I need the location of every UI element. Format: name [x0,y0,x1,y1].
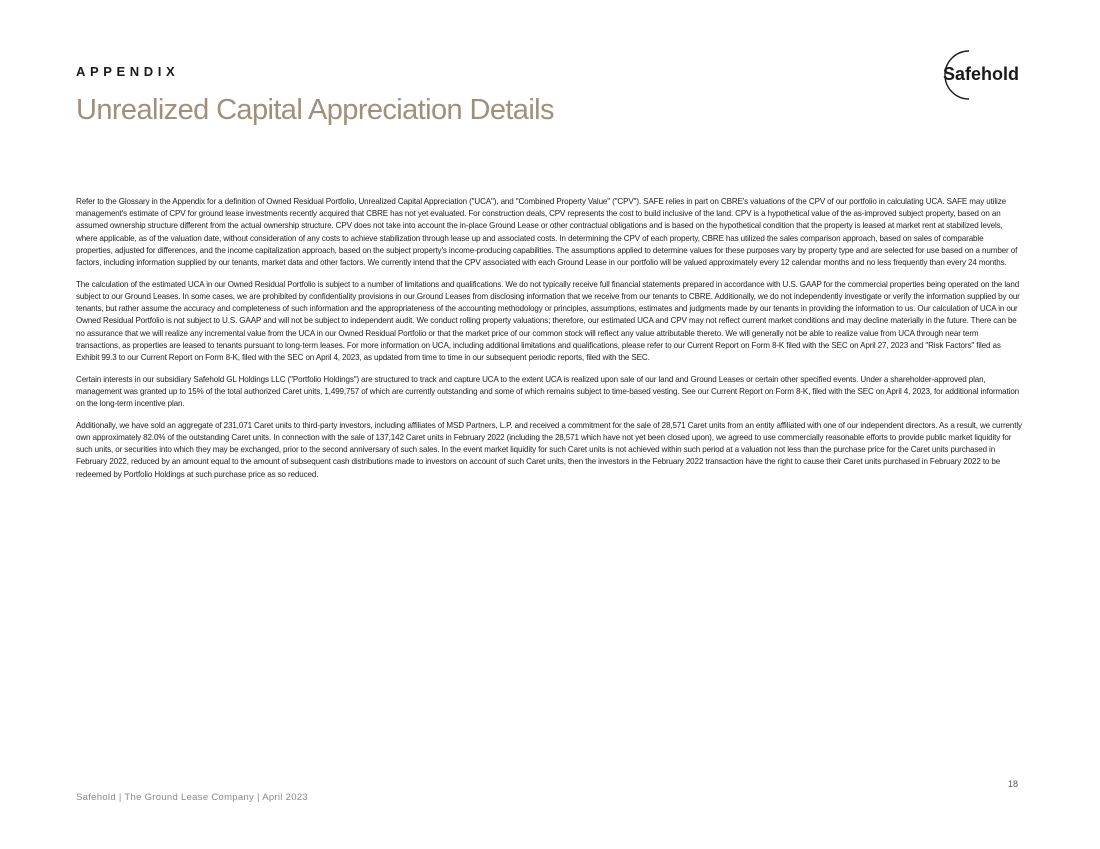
logo-wordmark: Safehold [943,64,1020,84]
disclosure-body [76,196,1022,490]
page-number: 18 [1008,779,1019,789]
footer-text: Safehold | The Ground Lease Company | April 2023 [76,792,308,803]
paragraph-uca-definition: Refer to the Glossary in the Appendix for a definition of Owned Residual Portfolio, Unrealized Capital Appreciation ("UCA"), and "Combined Property Value" ("CPV"). SAFE relies in part on CBRE's valuations of the CPV of our portfolio in calculating UCA. SAFE may utilize management's estimate of CPV for ground lease investments recently acquired that CBRE has not yet evaluated. For construction deals, CPV represents the cost to build inclusive of the land. CPV is a hypothetical value of the as-improved subject property, based on an assumed ownership structure different from the actual ownership structure. CPV does not take into account the in-place Ground Lease or other contractual obligations and is based on the hypothetical condition that the property is leased at market rent at stabilized levels, where applicable, as of the valuation date, without consideration of any costs to achieve stabilization through lease up and associated costs. In determining the CPV of each property, CBRE has utilized the sales comparison approach, based on sales of comparable properties, adjusted for differences, and the income capitalization approach, based on the subject property's income-producing capabilities. The assumptions applied to determine values for these purposes vary by property type and are selected for use based on a number of factors, including information supplied by our tenants, market data and other factors. We currently intend that the CPV associated with each Ground Lease in our portfolio will be valued approximately every 12 calendar months and no less frequently than every 24 months. [76,197,1018,268]
safehold-logo [936,46,1028,102]
paragraph-portfolio-holdings: Certain interests in our subsidiary Safehold GL Holdings LLC ("Portfolio Holdings") are structured to track and capture UCA to the extent UCA is realized upon sale of our land and Ground Leases or certain other specified events. Under a shareholder-approved plan, management was granted up to 15% of the total authorized Caret units, 1,499,757 of which are currently outstanding and some of which remains subject to time-based vesting. See our Current Report on Form 8-K, filed with the SEC on April 4, 2023, for additional information on the long-term incentive plan. [76,374,1020,409]
safehold-logo-icon [936,46,1028,102]
section-eyebrow: APPENDIX [76,64,180,79]
paragraph-caret-units: Additionally, we have sold an aggregate of 231,071 Caret units to third-party investors, including affiliates of MSD Partners, L.P. and received a commitment for the sale of 28,571 Caret units from an entity affiliated with one of our independent directors. As a result, we currently own approximately 82.0% of the outstanding Caret units. In connection with the sale of 137,142 Caret units in February 2022 (including the 28,571 which have not yet been closed upon), we agreed to use commercially reasonable efforts to provide public market liquidity for such units, or securities into which they may be exchanged, prior to the second anniversary of such sales. In the event market liquidity for such Caret units is not achieved within such period at a valuation not less than the purchase price for the Caret units purchased in February 2022, reduced by an amount equal to the amount of subsequent cash distributions made to investors on account of such Caret units, then the investors in the February 2022 transaction have the right to cause their Caret units purchased in February 2022 to be redeemed by Portfolio Holdings at such purchase price as so reduced. [76,420,1022,479]
paragraph-uca-limitations: The calculation of the estimated UCA in our Owned Residual Portfolio is subject to a number of limitations and qualifications. We do not typically receive full financial statements prepared in accordance with U.S. GAAP for the commercial properties being operated on the land subject to our Ground Leases. In some cases, we are prohibited by confidentiality provisions in our Ground Leases from disclosing information that we receive from our tenants to CBRE. Additionally, we do not independently investigate or verify the information supplied by our tenants, but rather assume the accuracy and completeness of such information and the appropriateness of the accounting methodology or principles, assumptions, estimates and judgments made by our tenants in providing the information to us. Our calculation of UCA in our Owned Residual Portfolio is not subject to U.S. GAAP and will not be subject to independent audit. We conduct rolling property valuations; therefore, our estimated UCA and CPV may not reflect current market conditions and may decline materially in the future. There can be no assurance that we will realize any incremental value from the UCA in our Owned Residual Portfolio or that the market price of our common stock will reflect any value attributable thereto. We will generally not be able to realize value from UCA through near term transactions, as properties are leased to tenants pursuant to long-term leases. For more information on UCA, including additional limitations and qualifications, please refer to our Current Report on Form 8-K filed with the SEC on April 27, 2023 and "Risk Factors" filed as Exhibit 99.3 to our Current Report on Form 8-K, filed with the SEC on April 4, 2023, as updated from time to time in our subsequent periodic reports, filed with the SEC. [76,279,1020,362]
page-title: Unrealized Capital Appreciation Details [76,94,554,126]
